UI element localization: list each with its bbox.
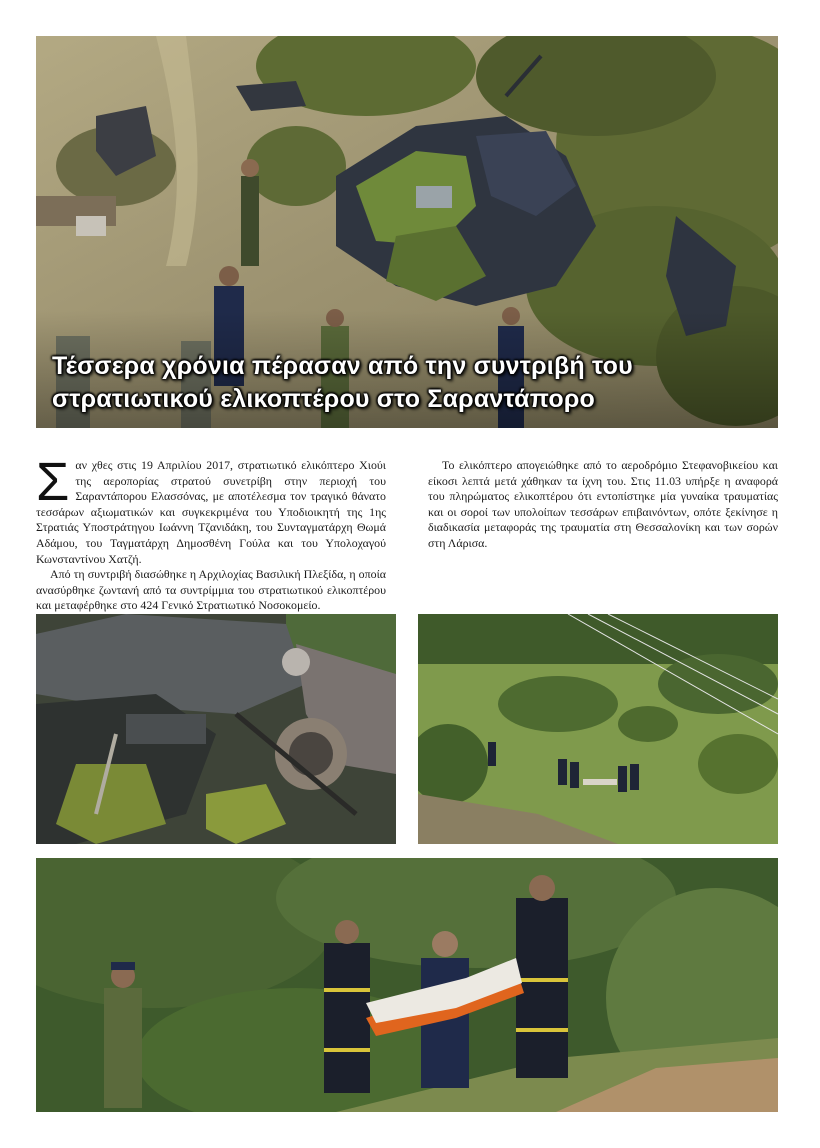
article-paragraph-3: Το ελικόπτερο απογειώθηκε από το αεροδρόμιο Στεφανοβικείου και είκοσι λεπτά μετά χάθηκαν τα ίχνη του. Στις 11.03 υπήρξε η αναφορά του πληρώματος ελικοπτέρου ότι εντοπίστηκε μία γυναίκα τραυματίας και οι σοροί των υπολοίπων τεσσάρων επιβαινόντων, οπότε ξεκίνησε η διαδικασία μεταφοράς της τραυματία στη Θεσσαλονίκη και των σορών στη Λάρισα. — [428, 458, 778, 550]
photo-firefighters-stretcher — [36, 858, 778, 1112]
headline-line-1: Τέσσερα χρόνια πέρασαν από την συντριβή του — [52, 352, 633, 380]
article-column-right — [428, 458, 778, 552]
article-column-left — [36, 452, 386, 614]
article-paragraph-2: Από τη συντριβή διασώθηκε η Αρχιλοχίας Βασιλική Πλεξίδα, η οποία ανασύρθηκε ζωντανή από τα συντρίμμια του στρατιωτικού ελικοπτέρου και μεταφέρθηκε στο 424 Γενικό Στρατιωτικό Νοσοκομείο. — [36, 567, 386, 613]
photo-wreckage-closeup — [36, 614, 396, 844]
headline — [52, 350, 772, 416]
headline-line-2: στρατιωτικού ελικοπτέρου στο Σαραντάπορο — [52, 385, 595, 413]
article-paragraph-1 — [36, 452, 386, 567]
photo-rescuers-hillside — [418, 614, 778, 844]
article-paragraph-1-text: αν χθες στις 19 Απριλίου 2017, στρατιωτικό ελικόπτερο Χιούι της αεροπορίας στρατού συνετρίβη στην περιοχή του Σαραντάπορου Ελασσόνας, με αποτέλεσμα τον τραγικό θάνατο τεσσάρων αξιωματικών και συγκεκριμένα του Υποδιοικητή της 1ης Στρατιάς Υποστράτηγου Ιωάννη Τζανιδάκη, του Συνταγματάρχη Θωμά Αδάμου, του Ταγματάρχη Δημοσθένη Γούλα και του Υπολοχαγού Κωνσταντίνου Χατζή. — [36, 458, 386, 566]
drop-cap: Σ — [36, 452, 70, 512]
